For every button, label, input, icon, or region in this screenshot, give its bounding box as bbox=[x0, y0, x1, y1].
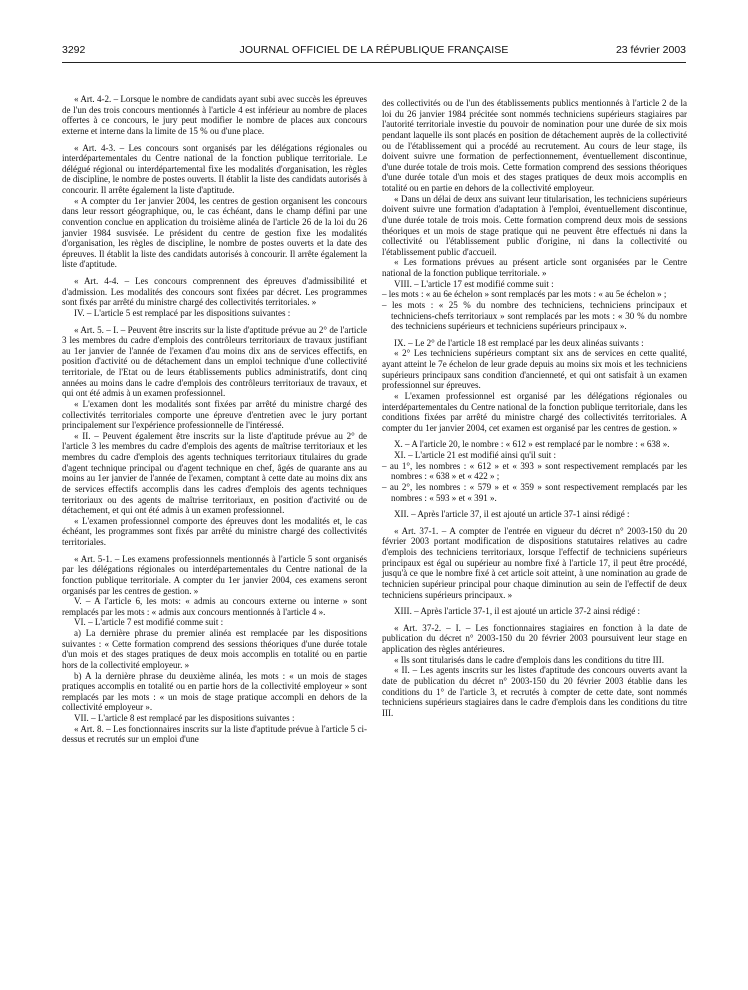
left-column bbox=[62, 94, 367, 745]
paragraph: « Art. 4-4. – Les concours comprennent des épreuves d'admissibilité et d'admission. Les modalités des concours sont fixées par décret. Les programmes sont fixés par arrêté du ministre chargé des collectivités territoriales. » bbox=[62, 276, 367, 308]
paragraph: XII. – Après l'article 37, il est ajouté un article 37-1 ainsi rédigé : bbox=[394, 509, 630, 520]
paragraph: « Les formations prévues au présent article sont organisées par le Centre national de la fonction publique territoriale. » bbox=[382, 257, 687, 278]
header-rule bbox=[62, 62, 686, 63]
paragraph: XI. – L'article 21 est modifié ainsi qu'il suit : bbox=[394, 450, 557, 460]
page-header bbox=[62, 44, 686, 60]
paragraph: « II. – Les agents inscrits sur les listes d'aptitude des concours ouverts avant la date de publication du décret n° 2003-150 du 20 février 2003 établie dans les conditions du 1° de l'article 3, et recrutés à compter de cette date, sont nommés techniciens supérieurs stagiaires dans le cadre d'emplois dans les conditions du titre III. bbox=[382, 665, 687, 718]
right-column bbox=[382, 98, 687, 718]
paragraph: a) La dernière phrase du premier alinéa est remplacée par les dispositions suivantes : « Cette formation comprend des sessions théoriques d'une durée totale d'un mois et des stages pratiques de deux mois accomplis en totalité ou en partie hors de la collectivité employeur. » bbox=[62, 628, 367, 670]
paragraph: « Ils sont titularisés dans le cadre d'emplois dans les conditions du titre III. bbox=[394, 654, 664, 665]
paragraph: « Art. 4-3. – Les concours sont organisés par les délégations régionales ou interdépartementales du Centre national de la fonction publique territoriale. Le délégué régional ou interdépartemental fixe les modalités d'organisation, les règles de discipline, le nombre de postes ouverts. Il établit la liste des candidats autorisés à concourir. Il arrête également la liste d'aptitude. bbox=[62, 142, 367, 195]
paragraph: « 2° Les techniciens supérieurs comptant six ans de services en cette qualité, ayant atteint le 7e échelon de leur grade depuis au moins six mois et les techniciens supérieurs principaux sans condition d'ancienneté, et qui ont satisfait à un examen professionnel sur épreuves. bbox=[382, 348, 687, 391]
list-item: – au 1°, les nombres : « 612 » et « 393 » sont respectivement remplacés par les nombres : « 638 » et « 422 » ; bbox=[382, 460, 687, 482]
paragraph: « L'examen professionnel comporte des épreuves dont les modalités et, le cas échéant, les programmes sont fixés par arrêté du ministre chargé des collectivités territoriales. bbox=[62, 515, 367, 547]
paragraph: « A compter du 1er janvier 2004, les centres de gestion organisent les concours dans leur ressort géographique, ou, le cas échéant, dans le champ défini par une convention conclue en application du troisième alinéa de l'article 26 de la loi du 26 janvier 1984 susvisée. Le président du centre de gestion fixe les modalités d'organisation, les règles de discipline, le nombre de postes ouverts et la date des épreuves. Il établit la liste des candidats autorisés à concourir. Il arrête également la liste d'aptitude. bbox=[62, 195, 367, 270]
paragraph: « Dans un délai de deux ans suivant leur titularisation, les techniciens supérieurs doivent suivre une formation d'adaptation à l'emploi, éventuellement discontinue, d'une durée totale de trois mois. Cette formation comprend deux mois de sessions théoriques et un mois de stage pratique qui ne peuvent être effectués ni dans la collectivité ou l'établissement public d'origine, ni dans la collectivité ou l'établissement public d'accueil. bbox=[382, 193, 687, 257]
paragraph: XIII. – Après l'article 37-1, il est ajouté un article 37-2 ainsi rédigé : bbox=[394, 606, 641, 617]
paragraph: VII. – L'article 8 est remplacé par les dispositions suivantes : bbox=[74, 713, 295, 723]
page-number: 3292 bbox=[62, 44, 86, 56]
paragraph: « Art. 37-2. – I. – Les fonctionnaires stagiaires en fonction à la date de publication du décret n° 2003-150 du 20 février 2003 poursuivent leur stage en application des règles antérieures. bbox=[382, 622, 687, 654]
paragraph: « Art. 5-1. – Les examens professionnels mentionnés à l'article 5 sont organisés par les délégations régionales ou interdépartementales du Centre national de la fonction publique territoriale. A compter du 1er janvier 2004, ces examens seront organisés par les centres de gestion. » bbox=[62, 553, 367, 596]
paragraph: « L'examen professionnel est organisé par les délégations régionales ou interdépartementales du Centre national de la fonction publique territoriale, dans les conditions fixées par arrêté du ministre chargé des collectivités territoriales. A compter du 1er janvier 2004, cet examen est organisé par les centres de gestion. » bbox=[382, 390, 687, 433]
list-item: – les mots : « au 6e échelon » sont remplacés par les mots : « au 5e échelon » ; bbox=[382, 289, 667, 300]
issue-date: 23 février 2003 bbox=[615, 44, 686, 56]
paragraph: « L'examen dont les modalités sont fixées par arrêté du ministre chargé des collectivités territoriales comporte une épreuve d'entretien avec le jury portant principalement sur l'expérience professionnelle de l'intéressé. bbox=[62, 398, 367, 431]
paragraph: des collectivités ou de l'un des établissements publics mentionnés à l'article 2 de la loi du 26 janvier 1984 précitée sont nommés techniciens supérieurs stagiaires par l'autorité territoriale investie du pouvoir de nomination pour une durée de six mois pendant laquelle ils sont placés en position de détachement auprès de la collectivité ou de l'établissement qui a procédé au recrutement. Au cours de leur stage, ils doivent suivre une formation de perfectionnement, éventuellement discontinue, d'une durée totale de trois mois. Cette formation comprend des sessions théoriques d'une durée totale d'un mois et des stages pratiques de deux mois accomplis en totalité ou en partie en dehors de la collectivité employeur. bbox=[382, 98, 687, 193]
paragraph: V. – A l'article 6, les mots: « admis au concours externe ou interne » sont remplacés par les mots : « admis aux concours mentionnés à l'article 4 ». bbox=[62, 596, 367, 617]
paragraph: « Art. 37-1. – A compter de l'entrée en vigueur du décret n° 2003-150 du 20 février 2003 portant modification de dispositions statutaires relatives au cadre d'emplois des techniciens territoriaux, lorsque l'effectif de techniciens supérieurs principaux est égal ou supérieur au nombre fixé à l'article 17, il peut être procédé, jusqu'à ce que le nombre fixé à cet article soit atteint, à une nomination au grade de technicien supérieur principal pour chaque diminution au sein de l'effectif de deux techniciens supérieurs principaux. » bbox=[382, 525, 687, 600]
paragraph: « II. – Peuvent également être inscrits sur la liste d'aptitude prévue au 2° de l'article 3 les membres du cadre d'emplois des agents de maîtrise territoriaux et les membres du cadre d'emplois des agents techniques territoriaux titulaires du grade d'agent technique principal ou d'agent technique en chef, âgés de quarante ans au moins au 1er janvier de l'année de l'examen, comptant à cette date au moins dix ans de services effectifs accomplis dans les cadres d'emplois des agents techniques territoriaux ou des agents de maîtrise territoriaux, en position d'activité ou de détachement, et qui ont été admis à un examen professionnel. bbox=[62, 430, 367, 516]
paragraph: « Art. 8. – Les fonctionnaires inscrits sur la liste d'aptitude prévue à l'article 5 ci-dessus et recrutés sur un emploi d'une bbox=[62, 723, 367, 745]
paragraph: « Art. 5. – I. – Peuvent être inscrits sur la liste d'aptitude prévue au 2° de l'article 3 les membres du cadre d'emplois des contrôleurs territoriaux de travaux justifiant au 1er janvier de l'année de l'examen d'au moins dix ans de services effectifs, en position d'activité ou de détachement dans un emploi technique d'une collectivité territoriale, de l'Etat ou de leurs établissements publics administratifs, dont cinq années au moins dans le cadre d'emplois des contrôleurs territoriaux de travaux, et qui ont été admis à un examen professionnel. bbox=[62, 324, 367, 399]
paragraph: b) A la dernière phrase du deuxième alinéa, les mots : « un mois de stages pratiques accomplis en totalité ou en partie hors de la collectivité employeur » sont remplacés par les mots : « un mois de stage pratique accompli en dehors de la collectivité employeur ». bbox=[62, 670, 367, 713]
paragraph: IV. – L'article 5 est remplacé par les dispositions suivantes : bbox=[74, 307, 291, 318]
paragraph: X. – A l'article 20, le nombre : « 612 » est remplacé par le nombre : « 638 ». bbox=[394, 439, 670, 450]
paragraph: « Art. 4-2. – Lorsque le nombre de candidats ayant subi avec succès les épreuves de l'un des trois concours mentionnés à l'article 4 est inférieur au nombre de places offertes à ce concours, le jury peut modifier le nombre de places aux concours externe et interne dans la limite de 15 % ou d'une place. bbox=[62, 94, 367, 136]
journal-title: JOURNAL OFFICIEL DE LA RÉPUBLIQUE FRANÇAISE bbox=[239, 44, 509, 56]
paragraph: IX. – Le 2° de l'article 18 est remplacé par les deux alinéas suivants : bbox=[394, 337, 644, 348]
list-item: – au 2°, les nombres : « 579 » et « 359 » sont respectivement remplacés par les nombres : « 593 » et « 391 ». bbox=[382, 481, 687, 503]
paragraph: VI. – L'article 7 est modifié comme suit : bbox=[74, 617, 224, 628]
paragraph: VIII. – L'article 17 est modifié comme suit : bbox=[394, 278, 554, 289]
list-item: – les mots : « 25 % du nombre des techniciens, techniciens principaux et techniciens-chefs territoriaux » sont remplacés par les mots : « 30 % du nombre des techniciens supérieurs et techniciens supérieurs principaux ». bbox=[382, 299, 687, 332]
